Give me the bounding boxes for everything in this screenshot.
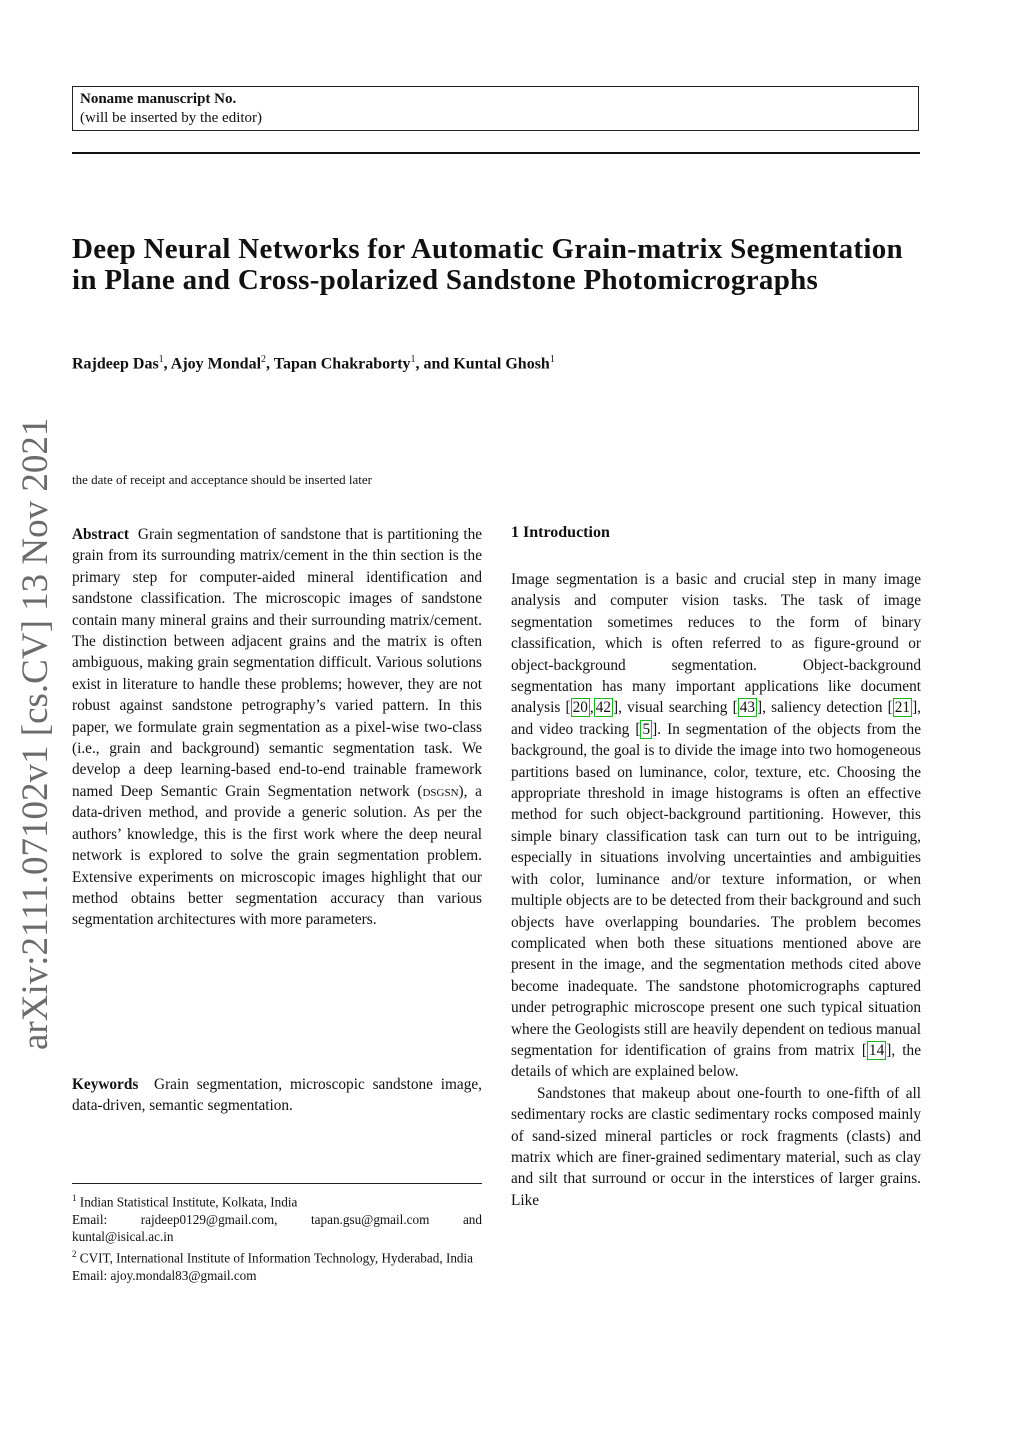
citation-link[interactable]: 43 xyxy=(739,699,756,717)
intro-text: , visual searching xyxy=(618,699,733,717)
intro-paragraph-2: Sandstones that makeup about one-fourth to one-fifth of all sedimentary rocks are clastic sedimentary rocks composed mainly of sand-sized mineral particles or rock fragments (clasts) and matrix which are finer-grained sedimentary material, such as clay and silt that surround or occur in the interstices of larger grains. Like xyxy=(511,1084,921,1209)
footnote-affiliation-2: CVIT, International Institute of Information Technology, Hyderabad, India xyxy=(79,1250,474,1266)
citation-link[interactable]: 14 xyxy=(868,1041,885,1059)
affiliation-mark: 2 xyxy=(261,354,267,365)
footnote-mark: 2 xyxy=(72,1248,77,1259)
paper-title: Deep Neural Networks for Automatic Grain-matrix Segmentation in Plane and Cross-polarized Sandstone Photomicrographs xyxy=(72,233,903,296)
manuscript-label: Noname manuscript No. xyxy=(80,91,237,107)
abstract-text-2: ), a data-driven method, and provide a generic solution. As per the authors’ knowledge, this is the first work where the deep neural network is explored to solve the grain segmentation problem. Extensive experiments on microscopic images highlight that our method obtains better segmentation accuracy than various segmentation architectures with more parameters. xyxy=(72,782,482,929)
author-name: Rajdeep Das xyxy=(72,355,159,373)
method-acronym: dsgsn xyxy=(422,782,459,800)
citation-link[interactable]: 42 xyxy=(595,699,611,717)
keywords-label: Keywords xyxy=(72,1076,139,1093)
intro-text: , saliency detection xyxy=(762,699,888,717)
section-heading-introduction: 1 Introduction xyxy=(511,524,610,541)
footnote-email-2: Email: ajoy.mondal83@gmail.com xyxy=(72,1267,257,1283)
arxiv-stamp: arXiv:2111.07102v1 [cs.CV] 13 Nov 2021 xyxy=(15,417,56,1050)
intro-text: , and video tracking xyxy=(511,699,921,738)
footnote-email-1: Email: rajdeep0129@gmail.com, tapan.gsu@gmail.com and kuntal@isical.ac.in xyxy=(72,1211,482,1245)
header-rule xyxy=(72,152,920,154)
footnotes xyxy=(72,1190,482,1284)
abstract-text-1: Grain segmentation of sandstone that is partitioning the grain from its surrounding matrix/cement in the thin section is the primary step for computer-aided mineral identification and sandstone classification. The microscopic images of sandstone contain many mineral grains and their surrounding matrix/cement. The distinction between adjacent grains and the matrix is often ambiguous, making grain segmentation difficult. Various solutions exist in literature to handle these problems; however, they are not robust against sandstone petrography’s varied pattern. In this paper, we formulate grain segmentation as a pixel-wise two-class (i.e., grain and background) semantic segmentation task. We develop a deep learning-based end-to-end trainable framework named Deep Semantic Grain Segmentation network ( xyxy=(72,526,483,800)
intro-text: Image segmentation is a basic and crucial step in many image analysis and computer vision tasks. The task of image segmentation sometimes reduces to the form of binary classification, which is often referred to as figure-ground or object-background segmentation. Object-background segmentation has many important applications like document analysis xyxy=(511,571,921,717)
intro-text: , the details of which are explained below. xyxy=(511,1041,921,1081)
abstract xyxy=(72,524,482,931)
author-name: Tapan Chakraborty xyxy=(273,355,411,373)
affiliation-mark: 1 xyxy=(410,354,416,365)
affiliation-mark: 1 xyxy=(549,354,555,365)
introduction-body: Image segmentation is a basic and crucial step in many image analysis and computer vision tasks. The task of image segmentation sometimes reduces to the form of binary classification, which is often referred to as figure-ground or object-background segmentation. Object-background segmentation has many important applications like document analysis [ 20 , 42 ], visual searching [ 43 ], saliency detection [ 21 ], and video tracking [ 5 ]. In segmentation of the objects from the background, the goal is to divide the image into two homogeneous partitions based on luminance, color, texture, etc. Choosing the appropriate threshold in image histograms is often an effective method for such object-background partitioning. However, this simple binary classification task can turn out to be intriguing, especially in situations involving uncertainties and ambiguities with color, luminance and/or texture information, or when multiple objects are to be detected from their background and such objects have overlapping boundaries. The problem becomes complicated when both these situations mentioned above are present in the image, and the segmentation methods cited above become inadequate. The sandstone photomicrographs captured under petrographic microscope present one such typical situation where the Geologists still are heavily dependent on tedious manual segmentation for identification of grains from matrix [ 14 ], the details of which are explained below. Sandstones that makeup about one-fourth to one-fifth of all sedimentary rocks are clastic sedimentary rocks composed mainly of sand-sized mineral particles or rock fragments (clasts) and matrix which are finer-grained sedimentary material, such as clay and silt that surround or occur in the interstices of larger grains. Like xyxy=(511,569,921,1211)
author-list: Rajdeep Das$^1$, Ajoy Mondal$^2$, Tapan Chakraborty$^1$, and Kuntal Ghosh$^1$ xyxy=(72,354,555,373)
citation-link[interactable]: 21 xyxy=(894,699,911,717)
abstract-label: Abstract xyxy=(72,526,129,543)
footnote-affiliation-1: Indian Statistical Institute, Kolkata, India xyxy=(79,1194,298,1210)
footnote-rule xyxy=(72,1183,482,1184)
footnote-mark: 1 xyxy=(72,1193,77,1203)
editor-note: (will be inserted by the editor) xyxy=(80,110,263,126)
citation-link[interactable]: 20 xyxy=(572,699,588,717)
keywords xyxy=(72,1074,482,1117)
author-name: Kuntal Ghosh xyxy=(453,355,550,373)
author-name: Ajoy Mondal xyxy=(170,355,262,373)
editor-note-box xyxy=(72,86,919,131)
keywords-text: Grain segmentation, microscopic sandstone image, data-driven, semantic segmentation. xyxy=(72,1076,482,1115)
intro-text: . In segmentation of the objects from the background, the goal is to divide the image into two homogeneous partitions based on luminance, color, texture, etc. Choosing the appropriate threshold in image histograms is often an effective method for such object-background partitioning. However, this simple binary classification task can turn out to be intriguing, especially in situations involving uncertainties and ambiguities with color, luminance and/or texture information, or when multiple objects are to be detected from their background and such objects have overlapping boundaries. The problem becomes complicated when both these situations mentioned above are present in the image, and the segmentation methods cited above become inadequate. The sandstone photomicrographs captured under petrographic microscope present one such typical situation where the Geologists still are heavily dependent on tedious manual segmentation for identification of grains from matrix xyxy=(511,720,921,1059)
affiliation-mark: 1 xyxy=(158,354,164,365)
date-note: the date of receipt and acceptance should be inserted later xyxy=(72,472,372,487)
citation-link[interactable]: 5 xyxy=(642,720,651,738)
